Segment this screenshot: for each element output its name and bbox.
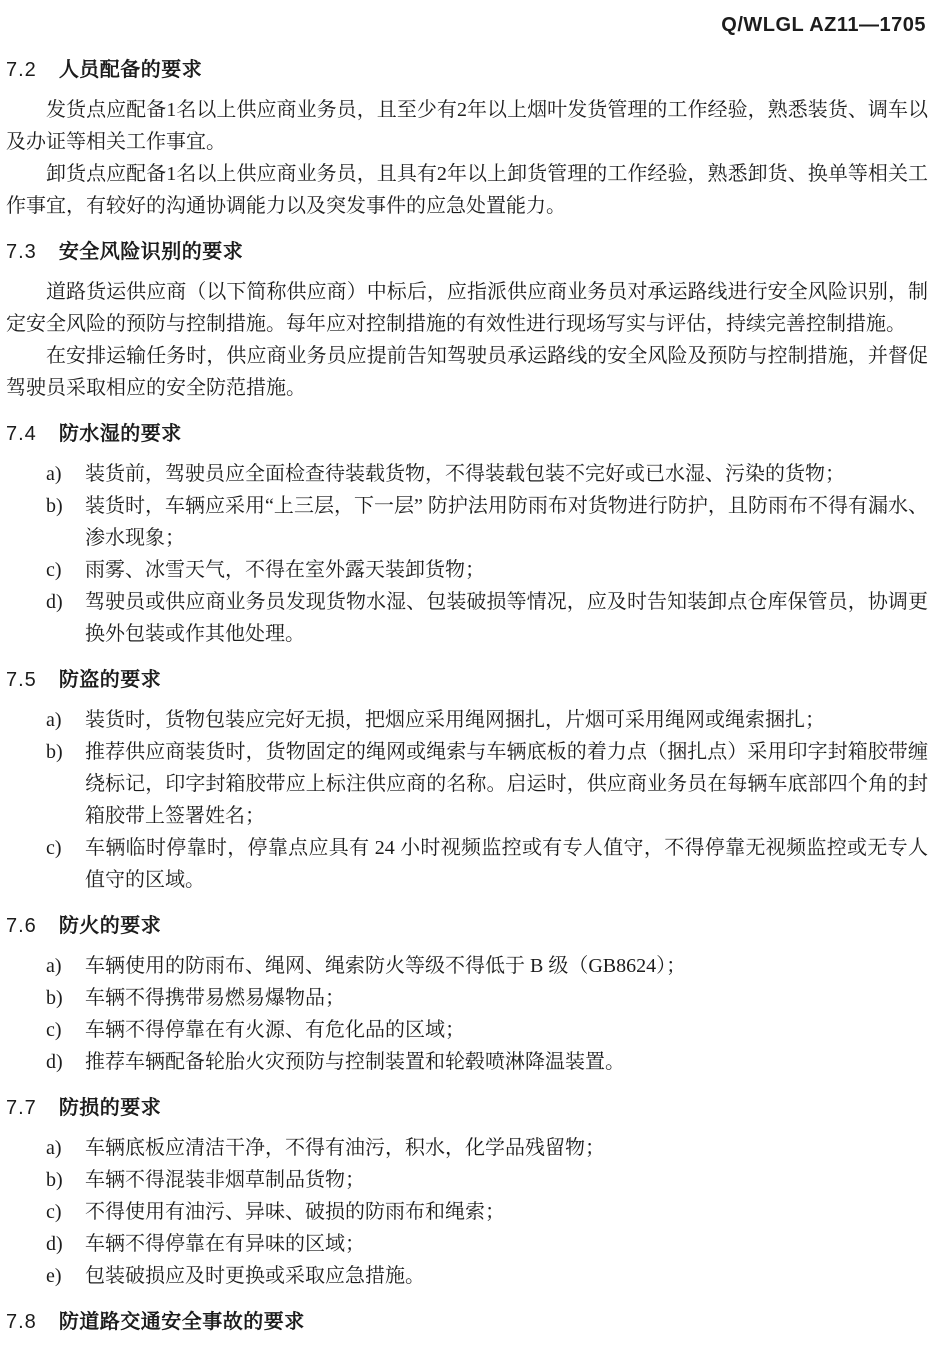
section-heading	[6, 914, 928, 938]
section-number: 7.8	[6, 1311, 37, 1333]
list-text: 装货前，驾驶员应全面检查待装载货物，不得装载包装不完好或已水湿、污染的货物；	[85, 463, 845, 485]
list-item	[6, 1014, 928, 1046]
list-item	[6, 950, 928, 982]
list-marker: c)	[46, 1201, 62, 1223]
section-heading	[6, 668, 928, 692]
list-text: 车辆使用的防雨布、绳网、绳索防火等级不得低于 B 级（GB8624）；	[85, 955, 687, 977]
section-title: 安全风险识别的要求	[58, 241, 244, 263]
section-7-2	[6, 58, 928, 222]
section-number: 7.7	[6, 1097, 37, 1119]
list-marker: c)	[46, 1019, 62, 1041]
section-number: 7.3	[6, 241, 37, 263]
list-text: 不得使用有油污、异味、破损的防雨布和绳索；	[85, 1201, 505, 1223]
list-item	[6, 982, 928, 1014]
list-text: 车辆不得停靠在有异味的区域；	[85, 1233, 365, 1255]
list-marker: e)	[46, 1265, 62, 1287]
list-text: 包装破损应及时更换或采取应急措施。	[85, 1265, 425, 1287]
list-item	[6, 586, 928, 650]
section-7-3	[6, 240, 928, 404]
list-marker: a)	[46, 1137, 62, 1159]
section-title: 防盗的要求	[58, 669, 162, 691]
list-marker: b)	[46, 987, 63, 1009]
list-text: 装货时，货物包装应完好无损，把烟应采用绳网捆扎，片烟可采用绳网或绳索捆扎；	[85, 709, 825, 731]
section-title: 防道路交通安全事故的要求	[58, 1311, 305, 1333]
list-text: 推荐车辆配备轮胎火灾预防与控制装置和轮毂喷淋降温装置。	[85, 1051, 625, 1073]
list-item	[6, 1260, 928, 1292]
section-number: 7.6	[6, 915, 37, 937]
section-number: 7.4	[6, 423, 37, 445]
list-marker: b)	[46, 741, 63, 763]
section-7-8	[6, 1310, 928, 1334]
list-marker: c)	[46, 559, 62, 581]
list-text: 车辆临时停靠时，停靠点应具有 24 小时视频监控或有专人值守，不得停靠无视频监控或无专人值守的区域。	[85, 837, 928, 891]
list-item	[6, 1196, 928, 1228]
list-item	[6, 1228, 928, 1260]
section-heading	[6, 1096, 928, 1120]
body-paragraph: 卸货点应配备1名以上供应商业务员，且具有2年以上卸货管理的工作经验，熟悉卸货、换单等相关工作事宜，有较好的沟通协调能力以及突发事件的应急处置能力。	[6, 163, 928, 217]
body-paragraph: 发货点应配备1名以上供应商业务员，且至少有2年以上烟叶发货管理的工作经验，熟悉装货、调车以及办证等相关工作事宜。	[6, 99, 928, 153]
list-item	[6, 1164, 928, 1196]
section-title: 人员配备的要求	[58, 59, 203, 81]
section-heading	[6, 422, 928, 446]
list-item	[6, 736, 928, 832]
list-marker: a)	[46, 955, 62, 977]
list-marker: a)	[46, 463, 62, 485]
list-marker: b)	[46, 1169, 63, 1191]
list-text: 车辆底板应清洁干净，不得有油污，积水，化学品残留物；	[85, 1137, 605, 1159]
list-item	[6, 458, 928, 490]
section-title: 防火的要求	[58, 915, 162, 937]
list-item	[6, 1132, 928, 1164]
list-marker: b)	[46, 495, 63, 517]
list-text: 车辆不得携带易燃易爆物品；	[85, 987, 345, 1009]
section-number: 7.2	[6, 59, 37, 81]
list-marker: d)	[46, 591, 63, 613]
list-item	[6, 704, 928, 736]
list-item	[6, 554, 928, 586]
list-text: 推荐供应商装货时，货物固定的绳网或绳索与车辆底板的着力点（捆扎点）采用印字封箱胶带缠绕标记，印字封箱胶带应上标注供应商的名称。启运时，供应商业务员在每辆车底部四个角的封箱胶带上签署姓名；	[85, 741, 928, 827]
section-7-4	[6, 422, 928, 650]
section-heading	[6, 240, 928, 264]
doc-number: Q/WLGL AZ11—1705	[721, 14, 926, 36]
section-title: 防损的要求	[58, 1097, 162, 1119]
list-marker: d)	[46, 1051, 63, 1073]
list-text: 装货时，车辆应采用“上三层，下一层” 防护法用防雨布对货物进行防护，且防雨布不得有漏水、渗水现象；	[85, 495, 928, 549]
list-marker: c)	[46, 837, 62, 859]
list-text: 车辆不得混装非烟草制品货物；	[85, 1169, 365, 1191]
body-paragraph: 道路货运供应商（以下简称供应商）中标后，应指派供应商业务员对承运路线进行安全风险识别，制定安全风险的预防与控制措施。每年应对控制措施的有效性进行现场写实与评估，持续完善控制措施。	[6, 281, 928, 335]
section-heading	[6, 1310, 928, 1334]
body-paragraph: 在安排运输任务时，供应商业务员应提前告知驾驶员承运路线的安全风险及预防与控制措施，并督促驾驶员采取相应的安全防范措施。	[6, 345, 928, 399]
list-marker: d)	[46, 1233, 63, 1255]
section-title: 防水湿的要求	[58, 423, 182, 445]
list-text: 车辆不得停靠在有火源、有危化品的区域；	[85, 1019, 465, 1041]
list-marker: a)	[46, 709, 62, 731]
section-heading	[6, 58, 928, 82]
list-text: 雨雾、冰雪天气，不得在室外露天装卸货物；	[85, 559, 485, 581]
list-item	[6, 832, 928, 896]
section-7-5	[6, 668, 928, 896]
list-item	[6, 1046, 928, 1078]
list-item	[6, 490, 928, 554]
list-text: 驾驶员或供应商业务员发现货物水湿、包装破损等情况，应及时告知装卸点仓库保管员，协调更换外包装或作其他处理。	[85, 591, 928, 645]
section-7-7	[6, 1096, 928, 1292]
section-7-6	[6, 914, 928, 1078]
section-number: 7.5	[6, 669, 37, 691]
